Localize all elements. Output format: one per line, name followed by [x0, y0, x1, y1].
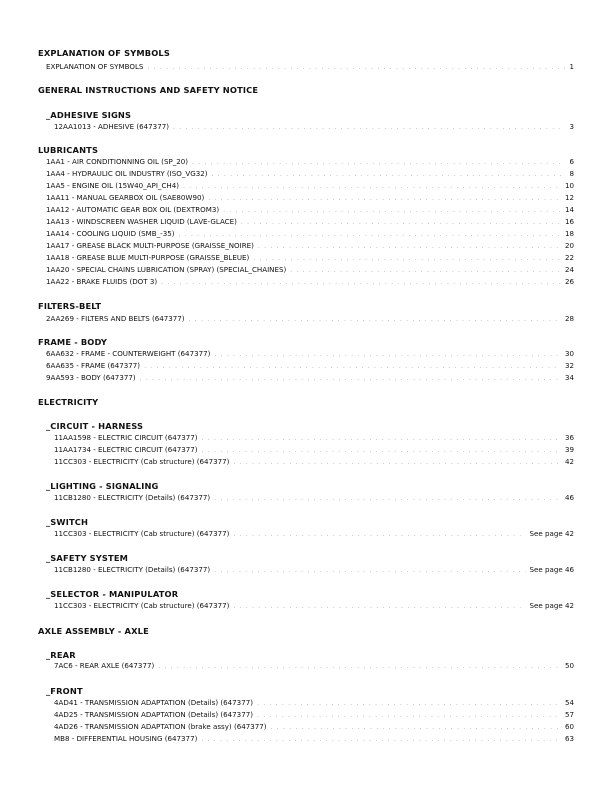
section-heading-symbols: EXPLANATION OF SYMBOLS — [38, 48, 170, 58]
toc-entry-page: 20 — [564, 241, 574, 250]
toc-entry-page: 8 — [569, 169, 574, 178]
toc-entry-front[interactable] — [54, 734, 574, 744]
toc-entry-front[interactable] — [54, 710, 574, 720]
dot-leader — [258, 242, 561, 252]
dot-leader — [202, 434, 561, 444]
dot-leader — [202, 446, 561, 456]
toc-entry-title: 11CB1280 - ELECTRICITY (Details) (647377) — [54, 565, 211, 574]
toc-entry-lubricant[interactable] — [46, 241, 574, 251]
toc-entry-title: 6AA635 - FRAME (647377) — [46, 361, 141, 370]
dot-leader — [253, 254, 561, 264]
dot-leader — [233, 602, 525, 612]
toc-entry-frame[interactable] — [46, 373, 574, 383]
toc-entry-title: MB8 - DIFFERENTIAL HOUSING (647377) — [54, 734, 198, 743]
dot-leader — [201, 735, 561, 745]
subsection-heading-lighting: _LIGHTING - SIGNALING — [46, 481, 159, 491]
toc-entry-lubricant[interactable] — [46, 217, 574, 227]
toc-entry-page: 32 — [564, 361, 574, 370]
toc-entry-title: 11CB1280 - ELECTRICITY (Details) (647377) — [54, 493, 211, 502]
toc-entry-title: 11CC303 - ELECTRICITY (Cab structure) (647377) — [54, 457, 230, 466]
dot-leader — [214, 494, 561, 504]
toc-entry-title: 1AA5 - ENGINE OIL (15W40_API_CH4) — [46, 181, 180, 190]
toc-entry-page: 3 — [569, 122, 574, 131]
dot-leader — [223, 206, 561, 216]
toc-entry-safety[interactable] — [54, 565, 574, 575]
subsection-heading-adhesive: _ADHESIVE SIGNS — [46, 110, 132, 120]
toc-entry-page: 63 — [564, 734, 574, 743]
toc-entry-title: 4AD41 - TRANSMISSION ADAPTATION (Details) (647377) — [54, 698, 253, 707]
dot-leader — [158, 662, 561, 672]
toc-entry-title: 1AA13 - WINDSCREEN WASHER LIQUID (LAVE-GLACE) — [46, 217, 237, 226]
dot-leader — [233, 458, 561, 468]
toc-entry-lubricant[interactable] — [46, 157, 574, 167]
toc-entry-lubricant[interactable] — [46, 229, 574, 239]
toc-entry-page: 16 — [564, 217, 574, 226]
toc-entry-title: 1AA1 - AIR CONDITIONNING OIL (SP_20) — [46, 157, 189, 166]
toc-entry-frame[interactable] — [46, 349, 574, 359]
subsection-heading-safety: _SAFETY SYSTEM — [46, 553, 129, 563]
dot-leader — [192, 158, 565, 168]
dot-leader — [140, 374, 561, 384]
section-heading-frame: FRAME - BODY — [38, 337, 108, 347]
toc-entry-title: 11CC303 - ELECTRICITY (Cab structure) (647377) — [54, 601, 230, 610]
dot-leader — [161, 278, 561, 288]
toc-entry-rear[interactable] — [54, 661, 574, 671]
dot-leader — [208, 194, 561, 204]
dot-leader — [241, 218, 561, 228]
toc-entry-page: 36 — [564, 433, 574, 442]
toc-entry-title: 4AD25 - TRANSMISSION ADAPTATION (Details) (647377) — [54, 710, 253, 719]
toc-entry-switch[interactable] — [54, 529, 574, 539]
toc-entry-page: 30 — [564, 349, 574, 358]
toc-entry-page: 42 — [564, 457, 574, 466]
toc-entry-page: 24 — [564, 265, 574, 274]
toc-entry-title: 1AA4 - HYDRAULIC OIL INDUSTRY (ISO_VG32) — [46, 169, 208, 178]
section-heading-general: GENERAL INSTRUCTIONS AND SAFETY NOTICE — [38, 85, 259, 95]
dot-leader — [257, 711, 561, 721]
toc-entry-lubricant[interactable] — [46, 253, 574, 263]
dot-leader — [183, 182, 561, 192]
toc-entry-page: 26 — [564, 277, 574, 286]
toc-entry-page: 1 — [569, 62, 574, 71]
toc-entry-page: 12 — [564, 193, 574, 202]
subsection-heading-circuit: _CIRCUIT - HARNESS — [46, 421, 144, 431]
toc-entry-symbols[interactable] — [46, 62, 574, 72]
toc-entry-front[interactable] — [54, 698, 574, 708]
toc-entry-selector[interactable] — [54, 601, 574, 611]
toc-entry-circuit[interactable] — [54, 445, 574, 455]
toc-entry-page: See page 42 — [529, 529, 574, 538]
section-heading-filters: FILTERS-BELT — [38, 301, 102, 311]
toc-entry-page: 50 — [564, 661, 574, 670]
dot-leader — [189, 315, 561, 325]
toc-entry-page: 14 — [564, 205, 574, 214]
dot-leader — [214, 566, 525, 576]
toc-entry-title: 11CC303 - ELECTRICITY (Cab structure) (647377) — [54, 529, 230, 538]
toc-entry-page: 60 — [564, 722, 574, 731]
toc-entry-title: 1AA17 - GREASE BLACK MULTI-PURPOSE (GRAISSE_NOIRE) — [46, 241, 254, 250]
toc-entry-page: See page 42 — [529, 601, 574, 610]
toc-entry-page: 22 — [564, 253, 574, 262]
toc-entry-lighting[interactable] — [54, 493, 574, 503]
toc-entry-title: 12AA1013 - ADHESIVE (647377) — [54, 122, 169, 131]
toc-entry-title: 7AC6 - REAR AXLE (647377) — [54, 661, 155, 670]
toc-entry-frame[interactable] — [46, 361, 574, 371]
toc-entry-title: 2AA269 - FILTERS AND BELTS (647377) — [46, 314, 185, 323]
toc-entry-front[interactable] — [54, 722, 574, 732]
dot-leader — [290, 266, 561, 276]
toc-entry-lubricant[interactable] — [46, 265, 574, 275]
toc-entry-adhesive[interactable] — [54, 122, 574, 132]
toc-entry-lubricant[interactable] — [46, 181, 574, 191]
dot-leader — [173, 123, 566, 133]
dot-leader — [271, 723, 561, 733]
toc-entry-title: 9AA593 - BODY (647377) — [46, 373, 136, 382]
dot-leader — [144, 362, 561, 372]
toc-entry-page: 34 — [564, 373, 574, 382]
dot-leader — [179, 230, 561, 240]
toc-entry-lubricant[interactable] — [46, 205, 574, 215]
toc-entry-title: 4AD26 - TRANSMISSION ADAPTATION (brake assy) (647377) — [54, 722, 267, 731]
toc-entry-circuit[interactable] — [54, 433, 574, 443]
dot-leader — [212, 170, 566, 180]
toc-entry-lubricant[interactable] — [46, 277, 574, 287]
section-heading-axle: AXLE ASSEMBLY - AXLE — [38, 626, 149, 636]
section-heading-electricity: ELECTRICITY — [38, 397, 99, 407]
toc-entry-title: EXPLANATION OF SYMBOLS — [46, 62, 144, 71]
toc-entry-page: 6 — [569, 157, 574, 166]
dot-leader — [233, 530, 525, 540]
toc-entry-lubricant[interactable] — [46, 169, 574, 179]
toc-entry-circuit[interactable] — [54, 457, 574, 467]
toc-entry-title: 1AA20 - SPECIAL CHAINS LUBRICATION (SPRAY) (SPECIAL_CHAINES) — [46, 265, 287, 274]
toc-entry-title: 1AA12 - AUTOMATIC GEAR BOX OIL (DEXTROM3) — [46, 205, 220, 214]
toc-entry-page: 57 — [564, 710, 574, 719]
toc-entry-filters[interactable] — [46, 314, 574, 324]
dot-leader — [214, 350, 561, 360]
subsection-heading-front: _FRONT — [46, 686, 83, 696]
toc-entry-page: 54 — [564, 698, 574, 707]
toc-entry-page: 18 — [564, 229, 574, 238]
toc-entry-page: 10 — [564, 181, 574, 190]
section-heading-lubricants: LUBRICANTS — [38, 145, 99, 155]
toc-entry-title: 1AA11 - MANUAL GEARBOX OIL (SAE80W90) — [46, 193, 205, 202]
toc-entry-title: 11AA1598 - ELECTRIC CIRCUIT (647377) — [54, 433, 198, 442]
subsection-heading-selector: _SELECTOR - MANIPULATOR — [46, 589, 179, 599]
toc-entry-title: 1AA14 - COOLING LIQUID (SMB_-35) — [46, 229, 175, 238]
toc-entry-title: 1AA18 - GREASE BLUE MULTI-PURPOSE (GRAISSE_BLEUE) — [46, 253, 250, 262]
subsection-heading-rear: _REAR — [46, 650, 76, 660]
subsection-heading-switch: _SWITCH — [46, 517, 89, 527]
toc-entry-lubricant[interactable] — [46, 193, 574, 203]
dot-leader — [257, 699, 561, 709]
toc-entry-page: 28 — [564, 314, 574, 323]
dot-leader — [147, 63, 565, 73]
toc-entry-page: 39 — [564, 445, 574, 454]
toc-entry-title: 6AA632 - FRAME - COUNTERWEIGHT (647377) — [46, 349, 211, 358]
toc-entry-page: 46 — [564, 493, 574, 502]
toc-entry-title: 1AA22 - BRAKE FLUIDS (DOT 3) — [46, 277, 158, 286]
toc-entry-page: See page 46 — [529, 565, 574, 574]
toc-entry-title: 11AA1734 - ELECTRIC CIRCUIT (647377) — [54, 445, 198, 454]
